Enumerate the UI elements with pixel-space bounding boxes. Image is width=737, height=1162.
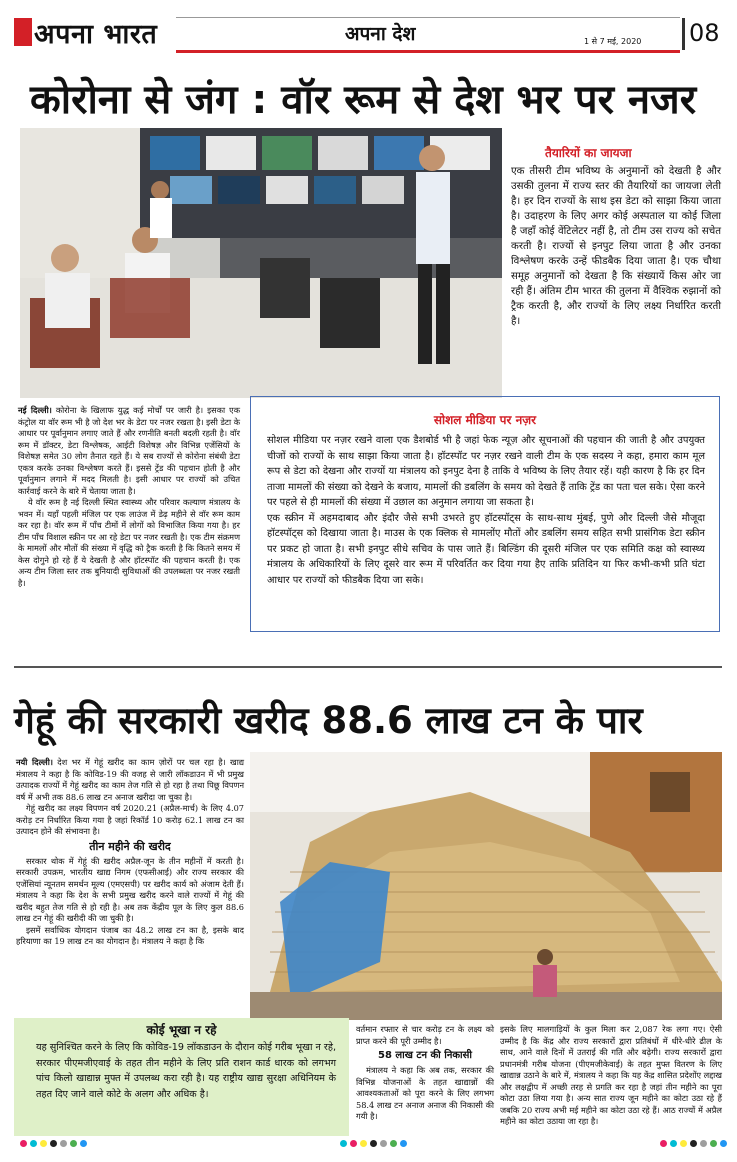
color-dot [20, 1140, 27, 1147]
social-media-para-2: एक स्क्रीन में अहमदाबाद और इंदौर जैसे सभी उभरते हुए हॉटस्पॉट्स के साथ-साथ मुंबई, पुणे और दिल्ली जैसे मौजूदा हॉटस्पॉट्स को दिखाया जाता है। माउस के एक क्लिक से मामलोंए मौतों और डबलिंग समय सहित सभी प्रासंगिक डेटा स्क्रीन पर प्रकट हो जाता है। सभी इनपुट सीधे सचिव के पास जाते हैं। बिल्डिंग की दूसरी मंजिल पर एक समिति कक्ष को स्वास्थ्य मंत्रालय के अधिकारियों के लिए दूसरे वार रूम में परिवर्तित कर दिया गया हैए ताकि प्रतिदिन या फिर कभी-कभी प्रति घंटा आधार पर राज्यों को फीडबैक दिया जा सके। [267, 512, 705, 586]
sidebar-text: एक तीसरी टीम भविष्य के अनुमानों को देखती है और उसकी तुलना में राज्य स्तर की तैयारियों का जायजा लेती है। हर दिन राज्यों के साथ इस डेटा को साझा किया जाता है। उदाहरण के लिए अगर कोई अस्पताल या कोई जिला है जहाँ कोई वेंटिलेटर नहीं है, तो टीम उस राज्य को सचेत करती है। राज्यों से इनपुट लिया जाता है और उनका विश्लेषण करके उन्हें फीडबैक दिया जाता है। एक चौथा समूह अनुमानों को देखता है कि संख्यायें किस ओर जा रही हैं। अंतिम टीम भारत की तुलना में वैश्विक रुझानों को ट्रैक करती है, और राज्यों के लिए लक्ष्य निर्धारित करती है। [511, 166, 721, 327]
story1-para-1: कोरोना के खिलाफ युद्ध कई मोर्चों पर जारी है। इसका एक कंट्रोल या वॉर रूम भी है जो देश भर के डेटा पर नजर रखता है। इसी डेटा के आधार पर पूर्वानुमान लगाए जाते हैं और रणनीति बनती बदली रहती है। वॉर रूम में डॉक्टर, डेटा विश्लेषक, आईटी विशेषज्ञ और विभिन्न एजेंसियों के विशेषज्ञ समेत 30 लोग तैनात रहते हैं। ये सब राज्यों से कोरोना संबंधी डेटा एकत्र करके उनका विश्लेषण करते हैं। इससे ट्रेंड की पहचान होती है और पूर्वानुमान लगाने में मदद मिलती है। इसी आधार पर राज्यों को उचित कार्रवाई करने के बारे में चेताया जाता है। [18, 405, 240, 496]
story2-para-4: इसमें सर्वाधिक योगदान पंजाब का 48.2 लाख टन का है, इसके बाद हरियाणा का 19 लाख टन का योगदान है। मंत्रालय ने कहा है कि [16, 924, 244, 946]
story-separator [14, 666, 722, 668]
color-dot [340, 1140, 347, 1147]
war-room-photo-svg [20, 128, 502, 398]
masthead-red-block [14, 18, 32, 46]
color-dot [370, 1140, 377, 1147]
story2-subhead-2: 58 लाख टन की निकासी [377, 1050, 472, 1061]
color-dot [60, 1140, 67, 1147]
social-media-box [250, 396, 720, 632]
masthead-divider [682, 18, 685, 50]
story1-headline: कोरोना से जंग : वॉर रूम से देश भर पर नजर [30, 77, 697, 123]
color-dot [70, 1140, 77, 1147]
story2-headline: गेहूं की सरकारी खरीद 88.6 लाख टन के पार [14, 699, 643, 742]
color-dot [50, 1140, 57, 1147]
color-dot [400, 1140, 407, 1147]
story2-column-3: इसके लिए मालगाड़ियों के कुल मिला कर 2,087 रेक लगा गए। ऐसी उम्मीद है कि केंद्र और राज्य सरकारों द्वारा प्रतिबंधों में धीरे-धीरे ढील के साथ, आने वाले दिनों में उतराई की गति और बढ़ेगी। राज्य सरकारों द्वारा प्रधानमंत्री गरीब योजना (पीएमजीकेवाई) के तहत मुफ्त वितरण के लिए खाद्यान्न उठाने के बारे में, मंत्रालय ने कहा कि यह केंद्र शासित प्रदेशोंए लद्दाख और लक्षद्वीप में अच्छी तरह से प्रगति कर रहा है जहां तीन महीने का पूरा कोटा उठा लिया गया है। अन्य सात राज्य जून महीने का कोटा उठा रहे हैं जबकि 20 राज्य अभी मई महीने का कोटा उठा रहे हैं। आठ राज्यों में अप्रैल महीने का कोटा उठाया जा रहा है। [500, 1024, 722, 1126]
social-media-box-text [267, 433, 705, 588]
color-dot [30, 1140, 37, 1147]
page-number: 08 [689, 19, 720, 47]
paper-name: अपना भारत [34, 19, 158, 50]
masthead-red-rule [176, 50, 680, 53]
social-media-para-1: सोशल मीडिया पर नज़र रखने वाला एक डैशबोर्ड भी है जहां फेक न्यूज़ और सूचनाओं की पहचान की जाती है और उपयुक्त चीजों को राज्यों के साथ साझा किया जाता है। हॉटस्पॉट पर नज़र रखने वाली टीम के एक सदस्य ने कहा, हमारा काम मूल रूप से डेटा को देखना और राज्यों या मंत्रालय को इनपुट देना है ताकि वे भविष्य के लिए तैयार रहें। यही कारण है कि हर दिन ताजा मामलों की संख्या को देखने के बजाय, मामलों की डबलिंग के समय को देखते हैं ताकि ट्रेंड का पता चल सके। ऐसा करने पर पहले से ही मामलों की संख्या में उछाल का अनुमान लगाया जा सकता है। [267, 435, 705, 508]
color-dot [710, 1140, 717, 1147]
story1-body [18, 405, 240, 589]
color-dot [40, 1140, 47, 1147]
footer-color-dots-center [340, 1140, 407, 1147]
story2-para-1: देश भर में गेहूं खरीद का काम ज़ोरों पर चल रहा है। खाद्य मंत्रालय ने कहा है कि कोविड-19 की वजह से जारी लॉकडाउन में भी प्रमुख उत्पादक राज्यों में गेहूं खरीद का काम तेज गति से हो रहा है तथा पिछू विपणन वर्ष में अभी तक 88.6 लाख टन अनाज खरीदा जा चुका है। [16, 757, 245, 802]
masthead-top-rule [176, 17, 680, 18]
sidebar-title: तैयारियों का जायजा [545, 146, 632, 160]
issue-date: 1 से 7 मई, 2020 [584, 37, 642, 46]
color-dot [720, 1140, 727, 1147]
story2-col2-para-1: वर्तमान रफ्तार से चार करोड़ टन के लक्ष्य को प्राप्त करने की पूरी उम्मीद है। [356, 1024, 494, 1046]
color-dot [680, 1140, 687, 1147]
no-hunger-box-title: कोई भूखा न रहे [146, 1023, 217, 1037]
war-room-photo [20, 128, 502, 398]
story2-subhead-1: तीन महीने की खरीद [89, 839, 171, 853]
story2-body [16, 757, 244, 948]
story2-para-2: गेहूं खरीद का लक्ष्य विपणन वर्ष 2020.21 (अप्रैल-मार्च) के लिए 4.07 करोड़ टन निर्धारित किया गया है जहां रिकॉर्ड 10 करोड़ 62.1 लाख टन का उत्पादन होने की संभावना है। [16, 803, 244, 836]
color-dot [360, 1140, 367, 1147]
wheat-stock-photo [250, 752, 722, 1020]
story2-dateline: नयी दिल्ली। [16, 757, 53, 767]
no-hunger-box-text: यह सुनिश्चित करने के लिए कि कोविड-19 लॉकडाउन के दौरान कोई गरीब भूखा न रहे, सरकार पीएमजीएवाई के तहत तीन महीने के लिए प्रति राशन कार्ड धारक को लगभग पांच किलो खाद्यान्न मुफ्त में उपलब्ध करा रही है। यह राष्ट्रीय खाद्य सुरक्षा अधिनियम के तहत दिए जाने वाले कोटे के अलग और अधिक है। [36, 1042, 336, 1100]
wheat-stock-photo-svg [250, 752, 722, 1020]
color-dot [690, 1140, 697, 1147]
section-name: अपना देश [345, 23, 416, 45]
story2-column-2 [356, 1024, 494, 1123]
color-dot [670, 1140, 677, 1147]
story2-para-3: सरकार थोक में गेहूं की खरीद अप्रैल-जून के तीन महीनों में करती है। सरकारी उपक्रम, भारतीय खाद्य निगम (एफसीआई) और राज्य सरकार की एजेंसियां न्यूनतम समर्थन मूल्य (एमएसपी) पर खरीद कार्य को अंजाम देती हैं। मंत्रालय ने कहा कि देश के सभी प्रमुख खरीद करने वाले राज्यों में गेहूं की खरीद बहुत तेज गति से हो रही है। अब तक केंद्रीय पूल के लिए कुल 88.6 लाख टन गेहूं की खरीदी की जा चुकी है। [16, 855, 244, 923]
color-dot [80, 1140, 87, 1147]
no-hunger-box [14, 1018, 349, 1136]
story1-para-2: ये वॉर रूम है नई दिल्ली स्थित स्वास्थ्य और परिवार कल्याण मंत्रालय के भवन में। यहाँ पहली मंजिल पर एक लाउंज में डेढ़ महीने से वॉर रूम काम कर रहा है। वॉर रूम में पाँच टीमों में लोगों को विभाजित किया गया है। हर टीम पाँच विशाल स्क्रीन पर आ रहे डेटा पर नजर रखती है। एक टीम संक्रमण के मामलों और मौतों की संख्या में वृद्धि को ट्रैक करती है कि कितने समय में केस दोगुने हो रहे हैं ये देखती है और हॉटस्पॉट की पहचान करती है। एक अन्य टीम जिला स्तर तक बुनियादी सुविधाओं की उपलब्धता पर नजर रखती है। [18, 497, 240, 588]
social-media-box-title: सोशल मीडिया पर नज़र [433, 413, 537, 427]
color-dot [350, 1140, 357, 1147]
color-dot [380, 1140, 387, 1147]
color-dot [660, 1140, 667, 1147]
color-dot [700, 1140, 707, 1147]
color-dot [390, 1140, 397, 1147]
story1-dateline: नई दिल्ली। [18, 405, 52, 415]
footer-color-dots-left [20, 1140, 87, 1147]
story2-col2-para-2: मंत्रालय ने कहा कि अब तक, सरकार की विभिन्न योजनाओं के तहत खाद्यान्नों की आवश्यकताओं को पूरा करने के लिए लगभग 58.4 लाख टन अनाज अनाज की निकासी की गयी है। [356, 1065, 494, 1121]
footer-color-dots-right [660, 1140, 727, 1147]
